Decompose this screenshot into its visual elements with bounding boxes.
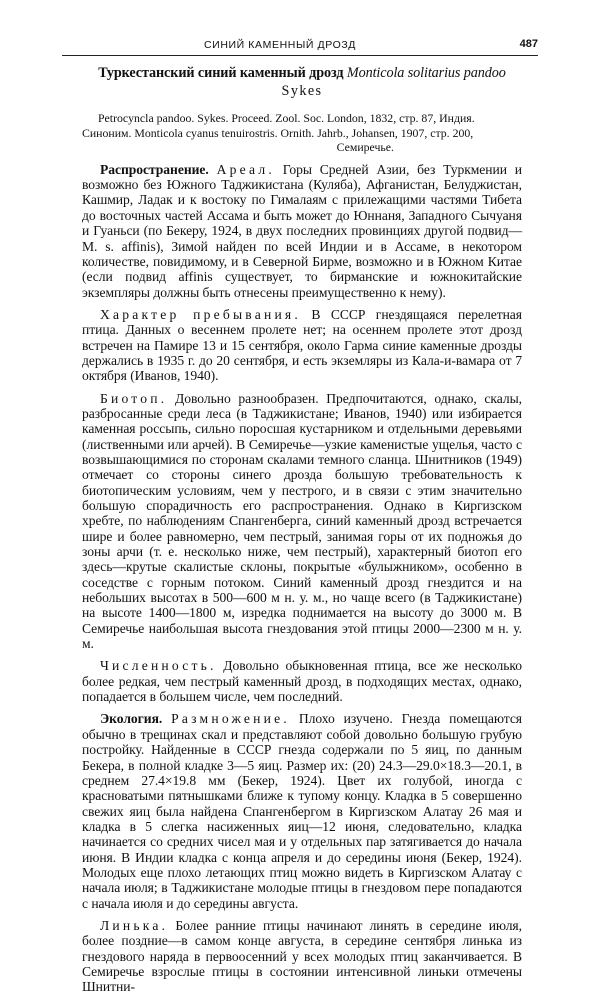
label-reproduction: Размножение. [171, 711, 290, 727]
text-biotope: Довольно разнообразен. Предпочитаются, однако, скалы, разбросанные среди леса (в Таджикистане; Иванов, 1940) или избирается каменная россыпь, сильно поросшая кустарником и отдельными деревьями (лиственными или арчей). В Семиречье—узкие каменистые ущелья, часто с возвышающимися по сторонам скалами темного сланца. Шнитников (1949) отмечает со стороны синего дрозда большую требовательность к биотопическим условиям, чем у пестрого, и в связи с этим значительно большую спорадичность его распространения. Однако в Киргизском хребте, по наблюдениям Спангенберга, синий каменный дрозд встречается шире и более равномерно, чем пестрый, занимая горы от их подножья до зоны арчи (т. е. несколько ниже, чем пестрый), характерный биотоп его здесь—крутые скалистые склоны, покрытые «булыжником», особенно в соседстве с горным потоком. Синий каменный дрозд гнездится и на небольших высотах в 500—600 м н. у. м., но чаще всего (в Таджикистане) на высоте 1400—1800 м, изредка поднимается на высоту до 3000 м. В Семиречье наибольшая высота гнездования этой птицы 2000—2300 м н. у. м. [82, 390, 522, 652]
label-abundance: Численность. [100, 658, 217, 674]
article-body [82, 162, 522, 995]
running-head [62, 37, 538, 56]
paragraph-ecology [82, 711, 522, 910]
species-title: Туркестанский синий каменный дрозд [98, 65, 344, 81]
synonymy-block [82, 111, 522, 155]
paragraph-distribution [82, 162, 522, 300]
species-latin-name: Monticola solitarius pandoo [346, 65, 506, 81]
text-ecology: Плохо изучено. Гнезда помещаются обычно в трещинах скал и представляют собой довольно большую грубую постройку. Найденные в СССР гнезда содержали по 5 яиц, по данным Бекера, в полной кладке 3—5 яиц. Размер их: (20) 24.3—29.0×18.3—20.1, в среднем 27.4×19.8 мм (Бекер, 1924). Цвет их голубой, иногда с красноватыми пятнышками ближе к тупому концу. Кладка в 5 совершенно свежих яиц была найдена Спангенбергом в Киргизском Алатау 26 мая и кладка в 5 слегка насиженных яиц—12 июня, следовательно, кладка начинается со средних чисел мая и у отдельных пар затягивается до начала июня. В Индии кладка с конца апреля и до середины июня (Бекер, 1924). Молодых еще плохо летающих птиц можно видеть в Киргизском Алатау с начала июля; в Таджикистане молодые птицы в гнездовом пере попадаются с начала июля и до середины августа. [82, 711, 523, 911]
label-biotope: Биотоп. [100, 390, 168, 406]
label-distribution: Распространение. [100, 161, 209, 177]
page-number: 487 [519, 38, 538, 50]
species-author: Sykes [281, 83, 323, 99]
label-ecology: Экология. [100, 711, 163, 727]
paragraph-molt [82, 918, 522, 995]
text-residence: В СССР гнездящаяся перелетная птица. Данных о весеннем пролете нет; на осеннем пролете этот дрозд встречен на Памире 13 и 15 сентября, около Гарма синие каменные дрозды держались в 1935 г. до 20 сентября, и есть экземляры из Кала-и-вамара от 7 октября (Иванов, 1940). [82, 306, 522, 384]
paragraph-biotope [82, 391, 522, 652]
synonym-line-1: Petrocyncla pandoo. Sykes. Proceed. Zool. Soc. London, 1832, стр. 87, Индия. [98, 111, 475, 125]
label-residence: Характер пребывания. [100, 306, 301, 322]
paragraph-abundance [82, 658, 522, 704]
text-distribution: Горы Средней Азии, без Туркмении и возможно без Южного Таджикистана (Куляба), Афганистан, Белуджистан, Кашмир, Ладак и к востоку по Гималаям с прилежащими частями Тибета до восточных частей Ассама и быть может до Юннаня, Западного Сычуаня и Гуаньси (по Бекеру, 1924, в двух последних провинциях другой подвид—M. s. affinis), Зимой найден по всей Индии и в Ассаме, в некотором количестве, повидимому, и в Северной Бирме, возможно и в Южном Китае (если подвид affinis существует, то бирманские и южнокитайские экземпляры должны быть отнесены преимущественно к нему). [82, 161, 522, 300]
synonym-line-3: Семиречье. [336, 140, 394, 155]
label-molt: Линька. [100, 917, 169, 933]
text-column [82, 64, 522, 995]
species-heading [82, 64, 522, 100]
text-abundance: Довольно обыкновенная птица, все же несколько более редкая, чем пестрый каменный дрозд, в подходящих местах, однако, попадается в большем числе, чем последний. [82, 658, 522, 705]
paragraph-residence [82, 307, 522, 384]
running-head-title: СИНИЙ КАМЕННЫЙ ДРОЗД [203, 39, 357, 51]
text-molt: Более ранние птицы начинают линять в середине июля, более поздние—в самом конце августа, в середине сентября линька из гнездового наряда в первоосенний у всех молодых птиц заканчивается. В Семиречье взрослые птицы в состоянии интенсивной линьки отмечены Шнитни- [82, 917, 522, 995]
synonym-line-2: Синоним. Monticola cyanus tenuirostris. Ornith. Jahrb., Johansen, 1907, стр. 200, [82, 125, 474, 140]
label-range: Ареал. [216, 161, 275, 177]
